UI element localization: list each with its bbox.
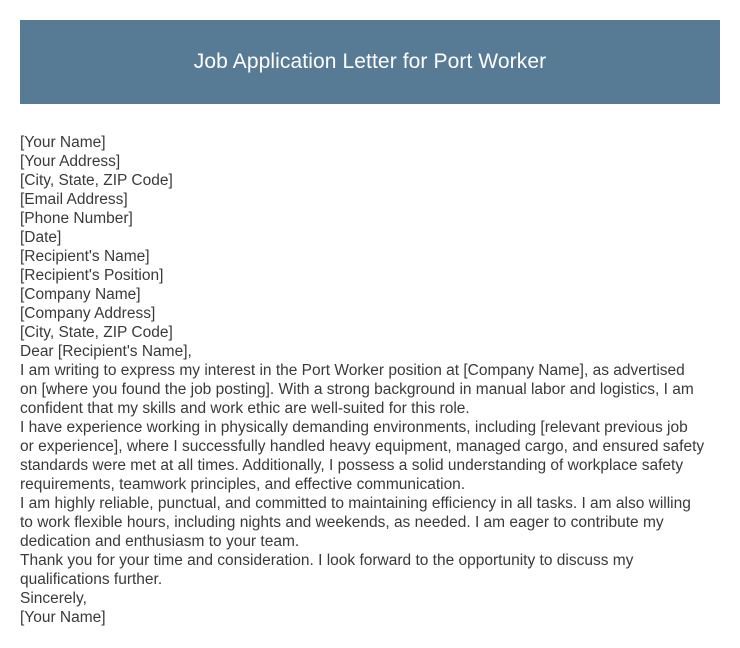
sender-name: [Your Name] <box>20 134 106 151</box>
body-line: on [where you found the job posting]. With a strong background in manual labor and logistics, I am <box>20 381 694 398</box>
body-line: dedication and enthusiasm to your team. <box>20 533 300 550</box>
signature: [Your Name] <box>20 609 106 626</box>
body-line: confident that my skills and work ethic are well-suited for this role. <box>20 400 470 417</box>
body-paragraph-intro <box>20 361 720 418</box>
body-line: or experience], where I successfully handled heavy equipment, managed cargo, and ensured safety <box>20 438 705 455</box>
document-header <box>20 20 720 104</box>
body-line: Thank you for your time and consideration. I look forward to the opportunity to discuss my <box>20 552 634 569</box>
closing: Sincerely, <box>20 590 87 607</box>
sender-phone: [Phone Number] <box>20 210 133 227</box>
body-line: standards were met at all times. Additionally, I possess a solid understanding of workplace safety <box>20 457 684 474</box>
sender-city-state-zip: [City, State, ZIP Code] <box>20 172 173 189</box>
body-paragraph-closing <box>20 551 720 589</box>
body-line: I am writing to express my interest in the Port Worker position at [Company Name], as advertised <box>20 362 685 379</box>
sender-address: [Your Address] <box>20 153 121 170</box>
salutation: Dear [Recipient's Name], <box>20 343 192 360</box>
body-line: I have experience working in physically demanding environments, including [relevant previous job <box>20 419 688 436</box>
sender-email: [Email Address] <box>20 191 128 208</box>
page-title: Job Application Letter for Port Worker <box>193 50 547 73</box>
letter-body <box>20 133 720 627</box>
recipient-city-state-zip: [City, State, ZIP Code] <box>20 324 173 341</box>
body-line: qualifications further. <box>20 571 163 588</box>
body-paragraph-experience <box>20 418 720 494</box>
body-paragraph-qualities <box>20 494 720 551</box>
recipient-name: [Recipient's Name] <box>20 248 150 265</box>
body-line: to work flexible hours, including nights and weekends, as needed. I am eager to contribute my <box>20 514 664 531</box>
body-line: I am highly reliable, punctual, and committed to maintaining efficiency in all tasks. I am also willing <box>20 495 691 512</box>
recipient-company: [Company Name] <box>20 286 141 303</box>
body-line: requirements, teamwork principles, and effective communication. <box>20 476 466 493</box>
recipient-position: [Recipient's Position] <box>20 267 164 284</box>
recipient-company-address: [Company Address] <box>20 305 156 322</box>
letter-date: [Date] <box>20 229 62 246</box>
